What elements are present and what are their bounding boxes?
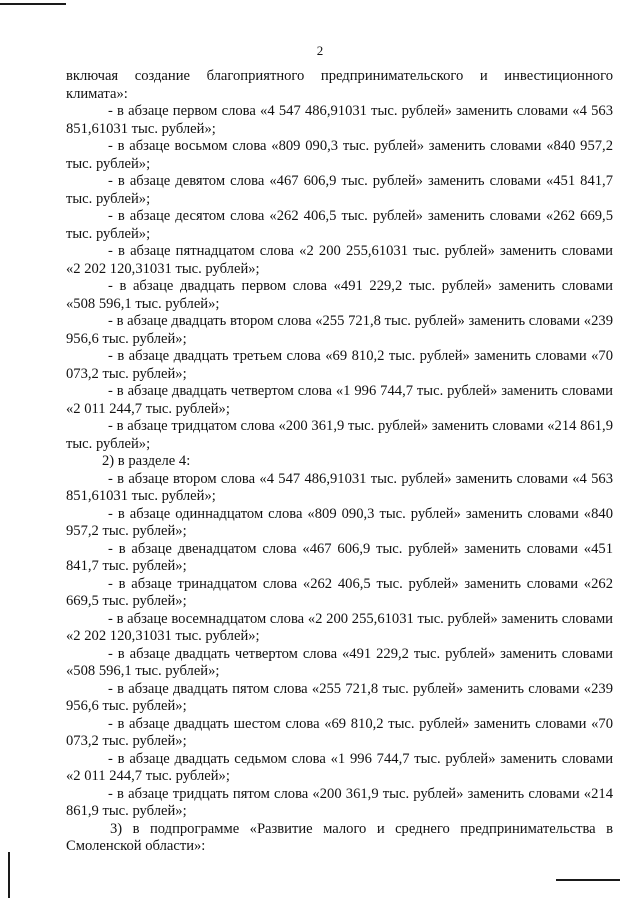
list-item: - в абзаце тридцатом слова «200 361,9 тыс. рублей» заменить словами «214 861,9 тыс. рублей»; bbox=[66, 418, 613, 452]
page-number: 2 bbox=[316, 43, 324, 58]
list-item: - в абзаце тридцать пятом слова «200 361,9 тыс. рублей» заменить словами «214 861,9 тыс. рублей»; bbox=[66, 785, 613, 819]
scan-artifact-left-margin bbox=[8, 852, 10, 898]
list-item: - в абзаце втором слова «4 547 486,91031 тыс. рублей» заменить словами «4 563 851,61031 тыс. рублей»; bbox=[66, 470, 613, 504]
list-item: - в абзаце двадцать четвертом слова «491 229,2 тыс. рублей» заменить словами «508 596,1 тыс. рублей»; bbox=[66, 645, 613, 679]
scan-artifact-top-left bbox=[0, 3, 66, 5]
list-item: - в абзаце девятом слова «467 606,9 тыс. рублей» заменить словами «451 841,7 тыс. рублей»; bbox=[66, 173, 613, 207]
list-item: - в абзаце пятнадцатом слова «2 200 255,61031 тыс. рублей» заменить словами «2 202 120,31031 тыс. рублей»; bbox=[66, 243, 613, 277]
paragraph-intro: включая создание благоприятного предпринимательского и инвестиционного климата»: bbox=[66, 68, 613, 102]
list-item: - в абзаце тринадцатом слова «262 406,5 тыс. рублей» заменить словами «262 669,5 тыс. рублей»; bbox=[66, 575, 613, 609]
scan-artifact-bottom-right bbox=[556, 879, 620, 881]
list-item: - в абзаце восьмом слова «809 090,3 тыс. рублей» заменить словами «840 957,2 тыс. рублей»; bbox=[66, 138, 613, 172]
list-item: - в абзаце двадцать пятом слова «255 721,8 тыс. рублей» заменить словами «239 956,6 тыс. рублей»; bbox=[66, 680, 613, 714]
list-item: - в абзаце двенадцатом слова «467 606,9 тыс. рублей» заменить словами «451 841,7 тыс. рублей»; bbox=[66, 540, 613, 574]
list-item: - в абзаце двадцать первом слова «491 229,2 тыс. рублей» заменить словами «508 596,1 тыс. рублей»; bbox=[66, 278, 613, 312]
list-item: - в абзаце двадцать втором слова «255 721,8 тыс. рублей» заменить словами «239 956,6 тыс. рублей»; bbox=[66, 313, 613, 347]
section-heading: 2) в разделе 4: bbox=[102, 453, 191, 469]
list-item: - в абзаце двадцать шестом слова «69 810,2 тыс. рублей» заменить словами «70 073,2 тыс. рублей»; bbox=[66, 715, 613, 749]
list-item: - в абзаце двадцать третьем слова «69 810,2 тыс. рублей» заменить словами «70 073,2 тыс. рублей»; bbox=[66, 348, 613, 382]
list-item: - в абзаце двадцать четвертом слова «1 996 744,7 тыс. рублей» заменить словами «2 011 244,7 тыс. рублей»; bbox=[66, 383, 613, 417]
list-item: - в абзаце двадцать седьмом слова «1 996 744,7 тыс. рублей» заменить словами «2 011 244,7 тыс. рублей»; bbox=[66, 750, 613, 784]
list-item: - в абзаце десятом слова «262 406,5 тыс. рублей» заменить словами «262 669,5 тыс. рублей»; bbox=[66, 208, 613, 242]
list-item: - в абзаце восемнадцатом слова «2 200 255,61031 тыс. рублей» заменить словами «2 202 120,31031 тыс. рублей»; bbox=[66, 610, 613, 644]
section-heading: 3) в подпрограмме «Развитие малого и среднего предпринимательства в Смоленской области»: bbox=[66, 820, 613, 854]
list-item: - в абзаце первом слова «4 547 486,91031 тыс. рублей» заменить словами «4 563 851,61031 тыс. рублей»; bbox=[66, 103, 613, 137]
list-item: - в абзаце одиннадцатом слова «809 090,3 тыс. рублей» заменить словами «840 957,2 тыс. рублей»; bbox=[66, 505, 613, 539]
document-body bbox=[66, 68, 613, 856]
